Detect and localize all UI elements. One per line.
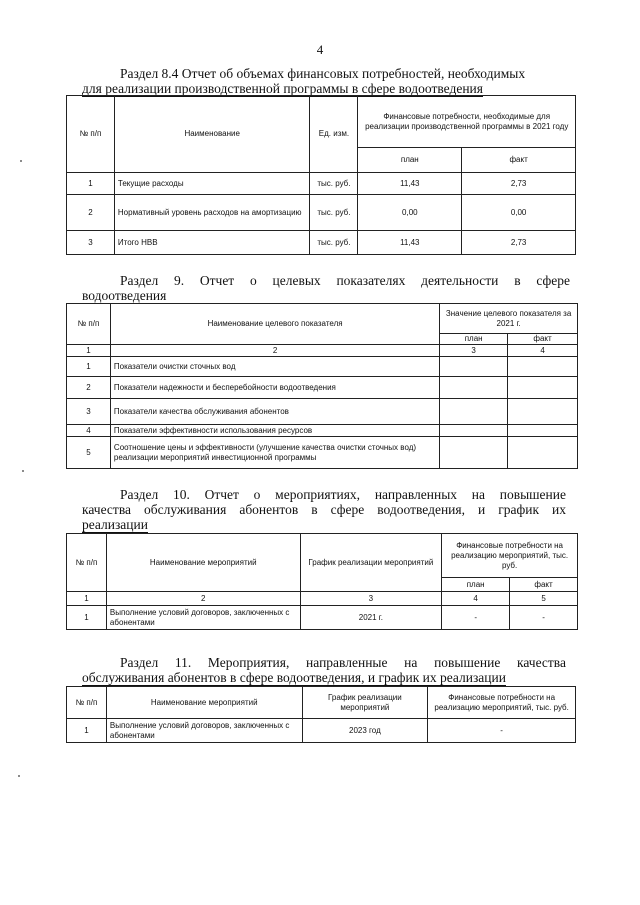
section-10-title-3 [82,517,566,532]
row-unit: тыс. руб. [310,231,358,255]
row-fact [508,437,578,469]
section-10-title-line3: реализации [82,517,148,532]
header-fin: Финансовые потребности на реализацию мероприятий, тыс. руб. [428,687,576,719]
row-plan [440,437,508,469]
row-num: 1 [67,719,107,743]
table-row [67,425,578,437]
row-name: Соотношение цены и эффективности (улучшение качества очистки сточных вод) реализации мероприятий инвестиционной программы [110,437,439,469]
header-name: Наименование [114,96,310,173]
section-10-title-line1: Раздел 10. Отчет о мероприятиях, направленных на повышение [120,487,566,502]
header-num: № п/п [67,304,111,345]
header-fin: Финансовые потребности, необходимые для реализации производственной программы в 2021 году [358,96,576,148]
col-number: 2 [110,345,439,357]
section-11-title-line2: обслуживания абонентов в сфере водоотведения, и график их реализации [82,670,506,685]
header-fact: факт [510,578,578,592]
row-num: 1 [67,357,111,377]
row-fact: 2,73 [462,173,576,195]
page-number: 4 [316,42,324,57]
section-9-title-2 [82,288,570,303]
header-schedule: График реализации мероприятий [302,687,428,719]
section-10-title [120,487,566,502]
row-schedule: 2023 год [302,719,428,743]
row-fact [508,357,578,377]
row-fact: - [510,606,578,630]
row-name: Выполнение условий договоров, заключенных с абонентами [106,606,300,630]
table-row [67,437,578,469]
row-schedule: 2021 г. [300,606,442,630]
section-11-table [66,686,576,743]
table-row [67,173,576,195]
row-plan: 11,43 [358,173,462,195]
section-8-4-title [120,66,570,81]
row-fact: 2,73 [462,231,576,255]
section-10-title-line2: качества обслуживания абонентов в сфере водоотведения, и график их [82,502,566,517]
header-value: Значение целевого показателя за 2021 г. [440,304,578,334]
row-plan [440,425,508,437]
row-num: 1 [67,606,107,630]
section-11-title-2 [82,670,566,685]
col-number: 4 [508,345,578,357]
row-fact [508,425,578,437]
col-number: 5 [510,592,578,606]
col-number: 4 [442,592,510,606]
row-plan: 0,00 [358,195,462,231]
row-num: 3 [67,231,115,255]
table-row [67,195,576,231]
row-name: Показатели качества обслуживания абонентов [110,399,439,425]
section-9-title-line2: водоотведения [82,288,167,303]
row-fin: - [428,719,576,743]
row-fact: 0,00 [462,195,576,231]
row-unit: тыс. руб. [310,195,358,231]
header-schedule: График реализации мероприятий [300,534,442,592]
col-number: 1 [67,592,107,606]
header-unit: Ед. изм. [310,96,358,173]
header-num: № п/п [67,534,107,592]
section-11-title [120,655,566,670]
row-num: 3 [67,399,111,425]
section-8-4-title-2 [82,81,570,96]
table-row [67,606,578,630]
row-name: Нормативный уровень расходов на амортизацию [114,195,310,231]
row-num: 1 [67,173,115,195]
header-fin: Финансовые потребности на реализацию мероприятий, тыс. руб. [442,534,578,578]
row-plan [440,377,508,399]
row-fact [508,377,578,399]
header-fact: факт [462,148,576,173]
header-num: № п/п [67,96,115,173]
row-fact [508,399,578,425]
table-row [67,719,576,743]
section-10-title-2 [82,502,566,517]
header-name: Наименование мероприятий [106,687,302,719]
row-plan [440,399,508,425]
row-num: 4 [67,425,111,437]
header-plan: план [442,578,510,592]
table-row [67,399,578,425]
header-plan: план [440,334,508,345]
column-numbers-row [67,345,578,357]
header-fact: факт [508,334,578,345]
row-name: Текущие расходы [114,173,310,195]
table-row [67,231,576,255]
row-name: Показатели эффективности использования ресурсов [110,425,439,437]
row-name: Показатели надежности и бесперебойности водоотведения [110,377,439,399]
row-plan: - [442,606,510,630]
section-10-table [66,533,578,630]
table-row [67,357,578,377]
header-name: Наименование мероприятий [106,534,300,592]
section-8-4-title-line2: для реализации производственной программы в сфере водоотведения [82,81,483,96]
section-9-title [120,273,570,288]
scan-mark [18,775,20,777]
header-name: Наименование целевого показателя [110,304,439,345]
column-numbers-row [67,592,578,606]
section-9-title-line1: Раздел 9. Отчет о целевых показателях деятельности в сфере [120,273,570,288]
section-8-4-title-line1: Раздел 8.4 Отчет об объемах финансовых потребностей, необходимых [120,66,526,81]
scan-mark [20,160,22,162]
row-name: Итого НВВ [114,231,310,255]
row-num: 5 [67,437,111,469]
row-name: Показатели очистки сточных вод [110,357,439,377]
row-num: 2 [67,195,115,231]
row-plan [440,357,508,377]
row-name: Выполнение условий договоров, заключенных с абонентами [106,719,302,743]
table-row [67,377,578,399]
header-num: № п/п [67,687,107,719]
section-8-4-table [66,95,576,255]
col-number: 3 [300,592,442,606]
scan-mark [22,470,24,472]
header-plan: план [358,148,462,173]
section-9-table [66,303,578,469]
col-number: 2 [106,592,300,606]
row-unit: тыс. руб. [310,173,358,195]
col-number: 1 [67,345,111,357]
section-11-title-line1: Раздел 11. Мероприятия, направленные на повышение качества [120,655,566,670]
row-plan: 11,43 [358,231,462,255]
row-num: 2 [67,377,111,399]
col-number: 3 [440,345,508,357]
